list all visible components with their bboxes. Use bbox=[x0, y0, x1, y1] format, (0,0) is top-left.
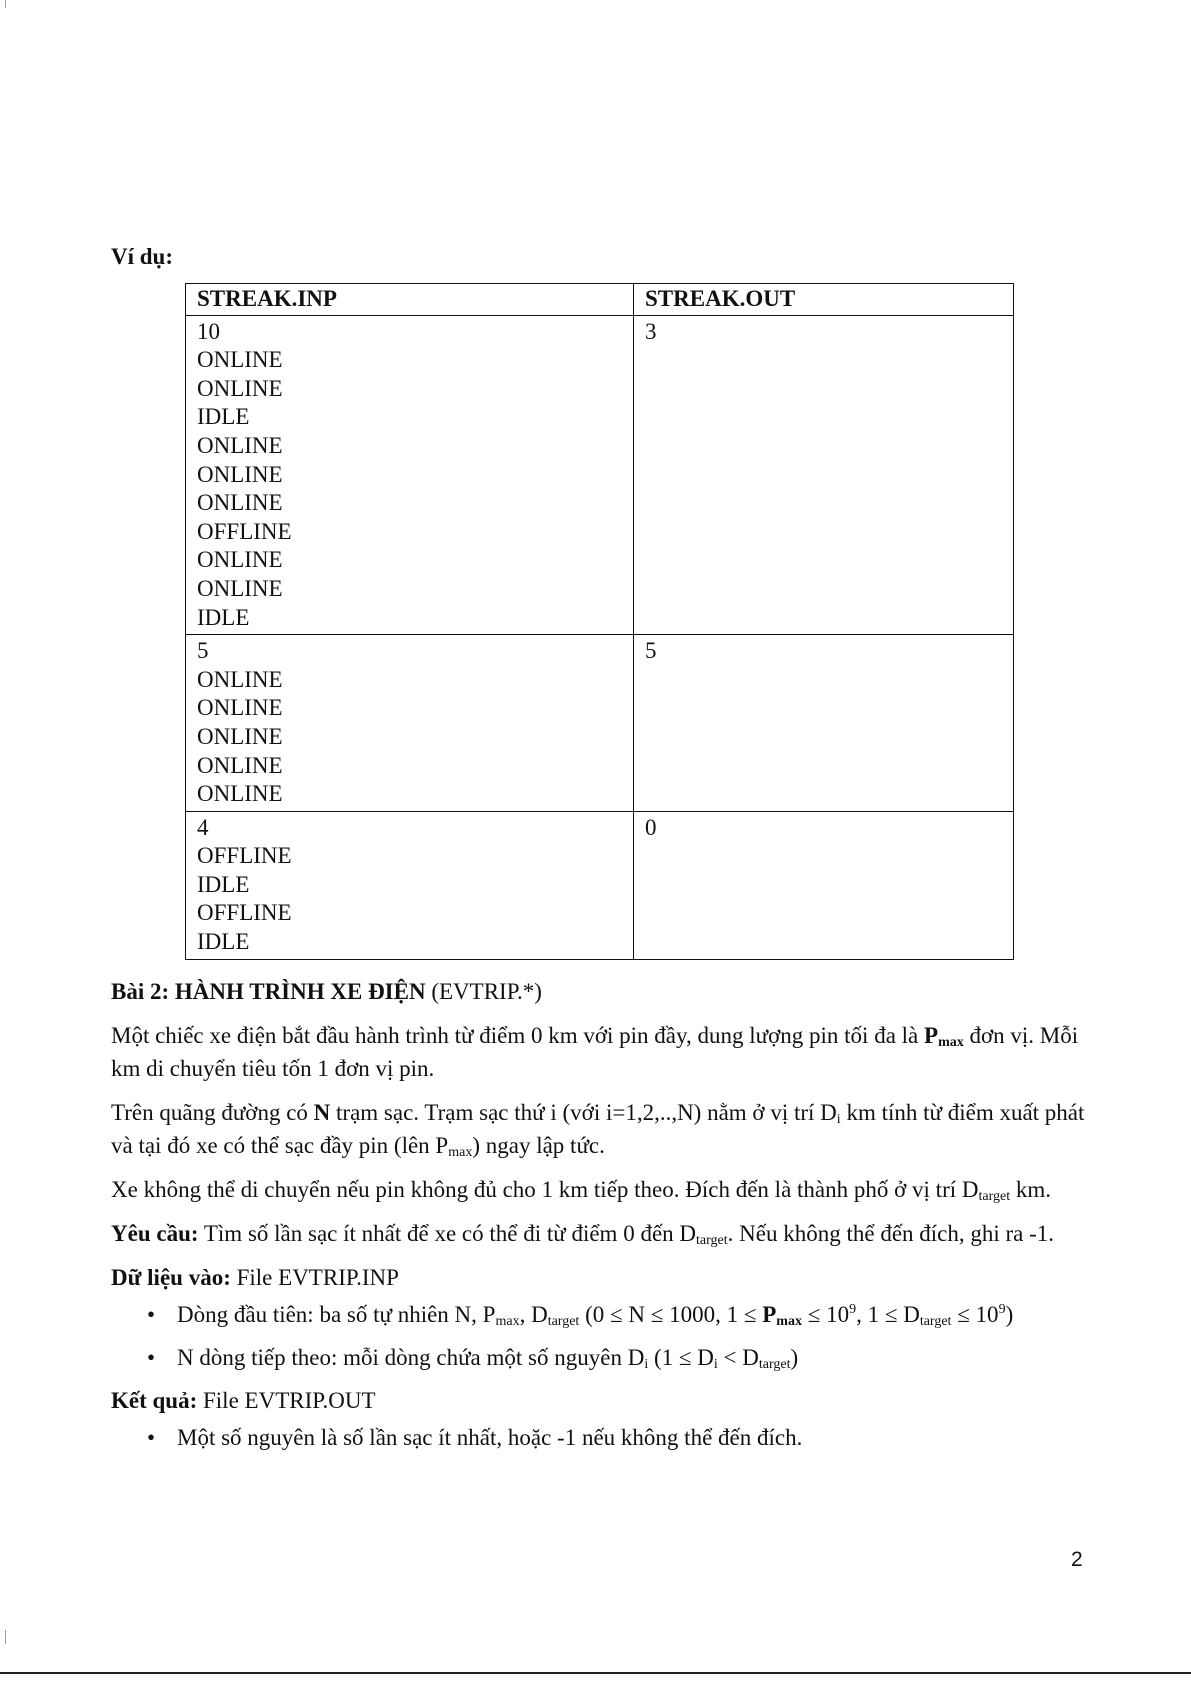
list-item: • Một số nguyên là số lần sạc ít nhất, hoặc -1 nếu không thể đến đích. bbox=[111, 1421, 1091, 1454]
table-row bbox=[186, 635, 1014, 812]
input-line: ONLINE bbox=[197, 432, 283, 458]
bullet-icon: • bbox=[147, 1302, 156, 1327]
paragraph-requirement: Yêu cầu: Tìm số lần sạc ít nhất để xe có thể đi từ điểm 0 đến $D_{target}$. Nếu không thể đến đích, ghi ra -1. bbox=[111, 1221, 1055, 1248]
output-cell bbox=[634, 811, 1014, 959]
input-line: OFFLINE bbox=[197, 518, 292, 544]
page-number: 2 bbox=[1071, 1548, 1083, 1571]
input-line: ONLINE bbox=[197, 695, 283, 721]
table-header-row bbox=[186, 284, 1014, 316]
output-value: 0 bbox=[645, 814, 657, 840]
input-line: IDLE bbox=[197, 604, 250, 630]
input-line: IDLE bbox=[197, 929, 250, 955]
example-table-body bbox=[186, 315, 1014, 959]
input-cell bbox=[186, 811, 634, 959]
input-line: IDLE bbox=[197, 404, 250, 430]
example-label: Ví dụ: bbox=[111, 244, 173, 269]
input-line: OFFLINE bbox=[197, 900, 292, 926]
scan-margin-mark bbox=[5, 1630, 6, 1644]
paragraph-destination: Xe không thể di chuyển nếu pin không đủ cho 1 km tiếp theo. Đích đến là thành phố ở vị trí $D_{target}$ km. bbox=[111, 1177, 1051, 1204]
input-line: 5 bbox=[197, 638, 209, 664]
input-line: ONLINE bbox=[197, 490, 283, 516]
input-cell bbox=[186, 635, 634, 812]
input-line: 10 bbox=[197, 318, 220, 344]
output-bullet-list bbox=[111, 1421, 1091, 1454]
input-bullet-list bbox=[111, 1298, 1091, 1374]
input-line: ONLINE bbox=[197, 547, 283, 573]
requirement-label: Yêu cầu: bbox=[111, 1221, 199, 1246]
bullet-icon: • bbox=[147, 1345, 156, 1370]
output-cell bbox=[634, 635, 1014, 812]
input-line: ONLINE bbox=[197, 461, 283, 487]
input-line: ONLINE bbox=[197, 375, 283, 401]
input-line: ONLINE bbox=[197, 723, 283, 749]
output-value: 3 bbox=[645, 318, 657, 344]
table-row bbox=[186, 811, 1014, 959]
table-row bbox=[186, 315, 1014, 635]
input-line: 4 bbox=[197, 814, 209, 840]
problem-name: HÀNH TRÌNH XE ĐIỆN bbox=[174, 979, 426, 1004]
input-line: IDLE bbox=[197, 871, 250, 897]
input-line: ONLINE bbox=[197, 575, 283, 601]
bottom-divider bbox=[0, 1672, 1191, 1674]
input-line: ONLINE bbox=[197, 666, 283, 692]
output-cell bbox=[634, 315, 1014, 635]
problem-file-pattern: (EVTRIP.*) bbox=[431, 979, 542, 1004]
paragraph-stations: Trên quãng đường có N trạm sạc. Trạm sạc thứ i (với i=1,2,..,N) nằm ở vị trí $D_i$ km tính từ điểm xuất phát và tại đó xe có thể sạc đầy pin (lên $P_{max}$) ngay lập tức. bbox=[111, 1100, 1085, 1160]
output-column-header: STREAK.OUT bbox=[634, 284, 1014, 316]
problem-section bbox=[111, 975, 1091, 1464]
problem-title bbox=[111, 975, 1091, 1008]
input-column-header: STREAK.INP bbox=[186, 284, 634, 316]
output-heading: Kết quả: File EVTRIP.OUT bbox=[111, 1388, 376, 1413]
input-cell bbox=[186, 315, 634, 635]
output-value: 5 bbox=[645, 638, 657, 664]
scan-margin-mark bbox=[5, 0, 6, 8]
list-item: • Dòng đầu tiên: ba số tự nhiên N, $P_{max}$, $D_{target}$ (0 ≤ N ≤ 1000, $1 \le P_{max} \le 10^9$, $1 \le D_{target} \le 10^9$) bbox=[111, 1298, 1091, 1331]
input-heading: Dữ liệu vào: File EVTRIP.INP bbox=[111, 1265, 399, 1290]
problem-number: Bài 2: bbox=[111, 979, 170, 1004]
list-item: • N dòng tiếp theo: mỗi dòng chứa một số nguyên $D_i$ $(1 \le D_i < D_{target})$ bbox=[111, 1341, 1091, 1374]
paragraph-battery: Một chiếc xe điện bắt đầu hành trình từ điểm 0 km với pin đầy, dung lượng pin tối đa là $P_{max}$ đơn vị. Mỗi km di chuyển tiêu tốn 1 đơn vị pin. bbox=[111, 1023, 1079, 1081]
example-table bbox=[185, 283, 1014, 960]
input-line: ONLINE bbox=[197, 752, 283, 778]
input-line: ONLINE bbox=[197, 781, 283, 807]
input-line: OFFLINE bbox=[197, 843, 292, 869]
input-line: ONLINE bbox=[197, 347, 283, 373]
bullet-icon: • bbox=[147, 1425, 156, 1450]
